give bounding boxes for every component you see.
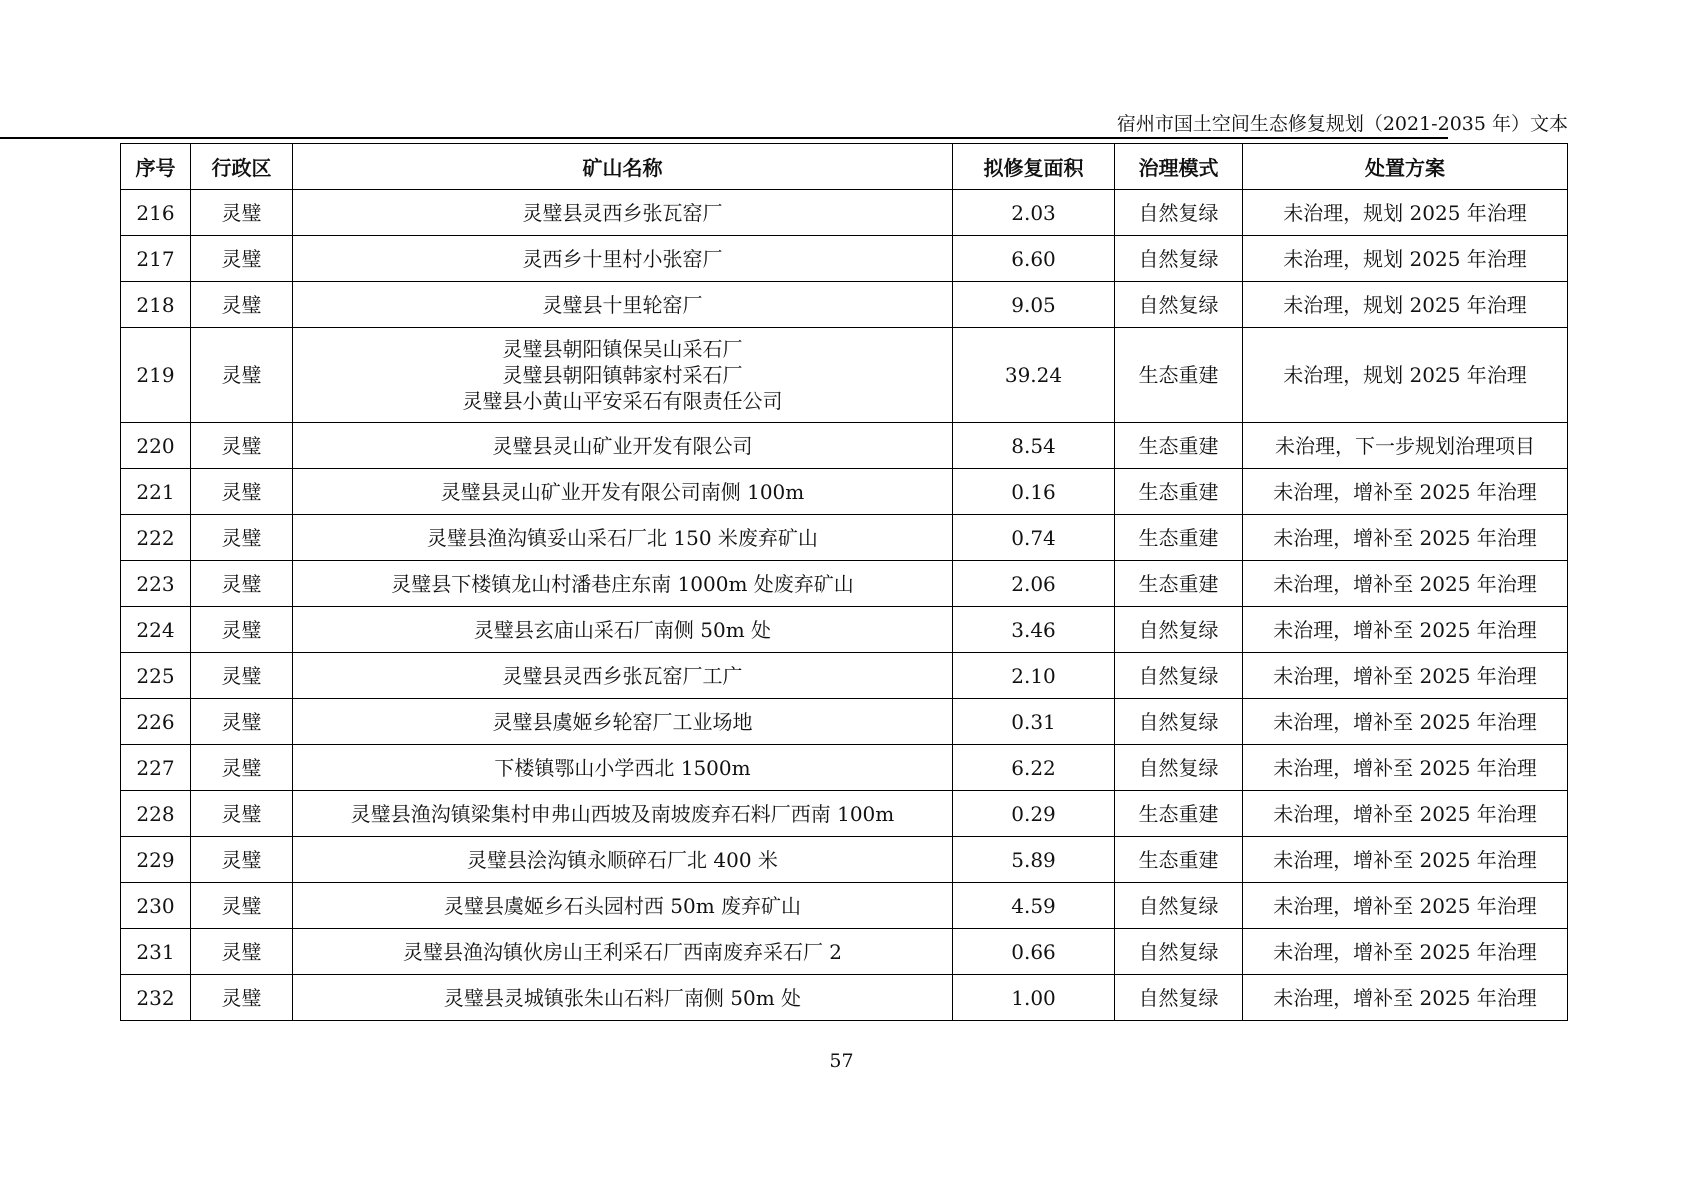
row-id: 227 [121, 745, 191, 791]
row-area: 1.00 [953, 975, 1115, 1021]
document-title: 宿州市国土空间生态修复规划（2021-2035 年）文本 [1116, 113, 1568, 135]
row-plan: 未治理，增补至 2025 年治理 [1243, 929, 1568, 975]
row-area: 5.89 [953, 837, 1115, 883]
row-plan: 未治理，增补至 2025 年治理 [1243, 975, 1568, 1021]
row-id: 224 [121, 607, 191, 653]
row-id: 223 [121, 561, 191, 607]
row-mine-name [293, 607, 953, 653]
mine-name-line: 灵璧县虞姬乡轮窑厂工业场地 [492, 709, 753, 734]
row-plan: 未治理，增补至 2025 年治理 [1243, 883, 1568, 929]
row-mode: 自然复绿 [1115, 929, 1243, 975]
row-mode: 自然复绿 [1115, 699, 1243, 745]
row-id: 232 [121, 975, 191, 1021]
table-row [121, 561, 1568, 607]
row-mine-name [293, 837, 953, 883]
row-plan: 未治理，规划 2025 年治理 [1243, 328, 1568, 423]
row-plan: 未治理，增补至 2025 年治理 [1243, 469, 1568, 515]
mine-name-line: 灵璧县灵西乡张瓦窑厂 [522, 200, 723, 225]
row-mine-name [293, 282, 953, 328]
row-id: 228 [121, 791, 191, 837]
row-area: 2.06 [953, 561, 1115, 607]
row-mode: 生态重建 [1115, 469, 1243, 515]
row-mode: 生态重建 [1115, 791, 1243, 837]
row-region: 灵璧 [191, 975, 293, 1021]
row-mode: 生态重建 [1115, 837, 1243, 883]
table-row [121, 791, 1568, 837]
row-id: 219 [121, 328, 191, 423]
table-row [121, 515, 1568, 561]
mine-name-line: 灵璧县渔沟镇妥山采石厂北 150 米废弃矿山 [427, 525, 818, 550]
page-number: 57 [829, 1050, 854, 1072]
mine-name-line: 灵璧县玄庙山采石厂南侧 50m 处 [473, 617, 772, 642]
mine-name-line: 灵璧县灵西乡张瓦窑厂工广 [502, 663, 743, 688]
row-mode: 自然复绿 [1115, 975, 1243, 1021]
row-mine-name [293, 929, 953, 975]
row-region: 灵璧 [191, 837, 293, 883]
row-area: 0.66 [953, 929, 1115, 975]
row-area: 3.46 [953, 607, 1115, 653]
row-region: 灵璧 [191, 423, 293, 469]
table-row [121, 745, 1568, 791]
row-id: 229 [121, 837, 191, 883]
header-rule [0, 137, 1448, 139]
row-region: 灵璧 [191, 190, 293, 236]
row-region: 灵璧 [191, 469, 293, 515]
mine-name-line: 灵璧县渔沟镇梁集村申弗山西坡及南坡废弃石料厂西南 100m [350, 801, 895, 826]
row-id: 221 [121, 469, 191, 515]
mine-restoration-table [120, 143, 1568, 1021]
table-header-row [121, 144, 1568, 190]
mine-name-line: 灵璧县虞姬乡石头园村西 50m 废弃矿山 [443, 893, 802, 918]
row-mine-name [293, 328, 953, 423]
row-id: 220 [121, 423, 191, 469]
row-area: 0.29 [953, 791, 1115, 837]
row-mine-name [293, 745, 953, 791]
row-mine-name [293, 469, 953, 515]
row-plan: 未治理，下一步规划治理项目 [1243, 423, 1568, 469]
row-mine-name [293, 190, 953, 236]
col-header-mode: 治理模式 [1115, 144, 1243, 190]
row-region: 灵璧 [191, 745, 293, 791]
col-header-mine-name: 矿山名称 [293, 144, 953, 190]
col-header-area: 拟修复面积 [953, 144, 1115, 190]
row-mode: 自然复绿 [1115, 653, 1243, 699]
row-plan: 未治理，增补至 2025 年治理 [1243, 699, 1568, 745]
table-row [121, 699, 1568, 745]
row-plan: 未治理，增补至 2025 年治理 [1243, 607, 1568, 653]
row-region: 灵璧 [191, 791, 293, 837]
row-area: 9.05 [953, 282, 1115, 328]
row-mode: 自然复绿 [1115, 883, 1243, 929]
row-area: 39.24 [953, 328, 1115, 423]
mine-name-line: 灵璧县灵山矿业开发有限公司 [492, 433, 753, 458]
row-mine-name [293, 791, 953, 837]
row-mine-name [293, 515, 953, 561]
row-mode: 自然复绿 [1115, 236, 1243, 282]
table-row [121, 282, 1568, 328]
row-id: 226 [121, 699, 191, 745]
table-row [121, 929, 1568, 975]
row-mine-name [293, 699, 953, 745]
row-region: 灵璧 [191, 515, 293, 561]
row-mode: 生态重建 [1115, 561, 1243, 607]
row-region: 灵璧 [191, 328, 293, 423]
row-mine-name [293, 423, 953, 469]
table-row [121, 883, 1568, 929]
row-plan: 未治理，规划 2025 年治理 [1243, 190, 1568, 236]
mine-name-line: 灵璧县十里轮窑厂 [542, 292, 703, 317]
mine-name-line: 灵璧县朝阳镇韩家村采石厂 [502, 363, 743, 387]
table-row [121, 837, 1568, 883]
row-id: 231 [121, 929, 191, 975]
row-mode: 生态重建 [1115, 423, 1243, 469]
row-area: 0.31 [953, 699, 1115, 745]
col-header-id: 序号 [121, 144, 191, 190]
row-area: 4.59 [953, 883, 1115, 929]
mine-name-line: 灵璧县小黄山平安采石有限责任公司 [462, 389, 783, 413]
col-header-region: 行政区 [191, 144, 293, 190]
table-row [121, 423, 1568, 469]
row-mine-name [293, 236, 953, 282]
page-header [120, 110, 1568, 138]
row-mine-name [293, 883, 953, 929]
mine-name-line: 灵璧县浍沟镇永顺碎石厂北 400 米 [467, 847, 778, 872]
row-plan: 未治理，增补至 2025 年治理 [1243, 745, 1568, 791]
row-area: 2.03 [953, 190, 1115, 236]
mine-name-line: 灵璧县灵城镇张朱山石料厂南侧 50m 处 [443, 985, 802, 1010]
row-mode: 自然复绿 [1115, 190, 1243, 236]
table-row [121, 653, 1568, 699]
row-region: 灵璧 [191, 929, 293, 975]
row-area: 6.22 [953, 745, 1115, 791]
row-mode: 自然复绿 [1115, 607, 1243, 653]
mine-name-line: 灵璧县朝阳镇保吴山采石厂 [502, 337, 743, 361]
row-plan: 未治理，规划 2025 年治理 [1243, 282, 1568, 328]
col-header-plan: 处置方案 [1243, 144, 1568, 190]
row-region: 灵璧 [191, 607, 293, 653]
row-id: 217 [121, 236, 191, 282]
table-row [121, 975, 1568, 1021]
table-row [121, 236, 1568, 282]
row-plan: 未治理，增补至 2025 年治理 [1243, 653, 1568, 699]
row-region: 灵璧 [191, 282, 293, 328]
table-row [121, 469, 1568, 515]
row-id: 218 [121, 282, 191, 328]
row-id: 222 [121, 515, 191, 561]
row-id: 225 [121, 653, 191, 699]
table-row [121, 607, 1568, 653]
row-plan: 未治理，增补至 2025 年治理 [1243, 791, 1568, 837]
row-area: 0.74 [953, 515, 1115, 561]
row-mode: 生态重建 [1115, 515, 1243, 561]
row-mine-name [293, 653, 953, 699]
row-area: 6.60 [953, 236, 1115, 282]
row-plan: 未治理，增补至 2025 年治理 [1243, 561, 1568, 607]
mine-name-line: 下楼镇鄂山小学西北 1500m [494, 755, 751, 780]
row-area: 0.16 [953, 469, 1115, 515]
row-region: 灵璧 [191, 653, 293, 699]
table-row [121, 190, 1568, 236]
mine-name-line: 灵璧县灵山矿业开发有限公司南侧 100m [440, 479, 805, 504]
row-region: 灵璧 [191, 883, 293, 929]
row-area: 2.10 [953, 653, 1115, 699]
row-mode: 生态重建 [1115, 328, 1243, 423]
row-region: 灵璧 [191, 561, 293, 607]
mine-name-line: 灵西乡十里村小张窑厂 [522, 246, 723, 271]
row-region: 灵璧 [191, 699, 293, 745]
row-plan: 未治理，增补至 2025 年治理 [1243, 837, 1568, 883]
row-plan: 未治理，增补至 2025 年治理 [1243, 515, 1568, 561]
row-area: 8.54 [953, 423, 1115, 469]
table-body [121, 190, 1568, 1021]
row-id: 216 [121, 190, 191, 236]
row-region: 灵璧 [191, 236, 293, 282]
row-mine-name [293, 975, 953, 1021]
row-mode: 自然复绿 [1115, 282, 1243, 328]
table-row [121, 328, 1568, 423]
row-mode: 自然复绿 [1115, 745, 1243, 791]
row-mine-name [293, 561, 953, 607]
mine-name-line: 灵璧县下楼镇龙山村潘巷庄东南 1000m 处废弃矿山 [391, 571, 854, 596]
row-plan: 未治理，规划 2025 年治理 [1243, 236, 1568, 282]
row-id: 230 [121, 883, 191, 929]
mine-name-line: 灵璧县渔沟镇伙房山王利采石厂西南废弃采石厂 2 [402, 939, 843, 964]
